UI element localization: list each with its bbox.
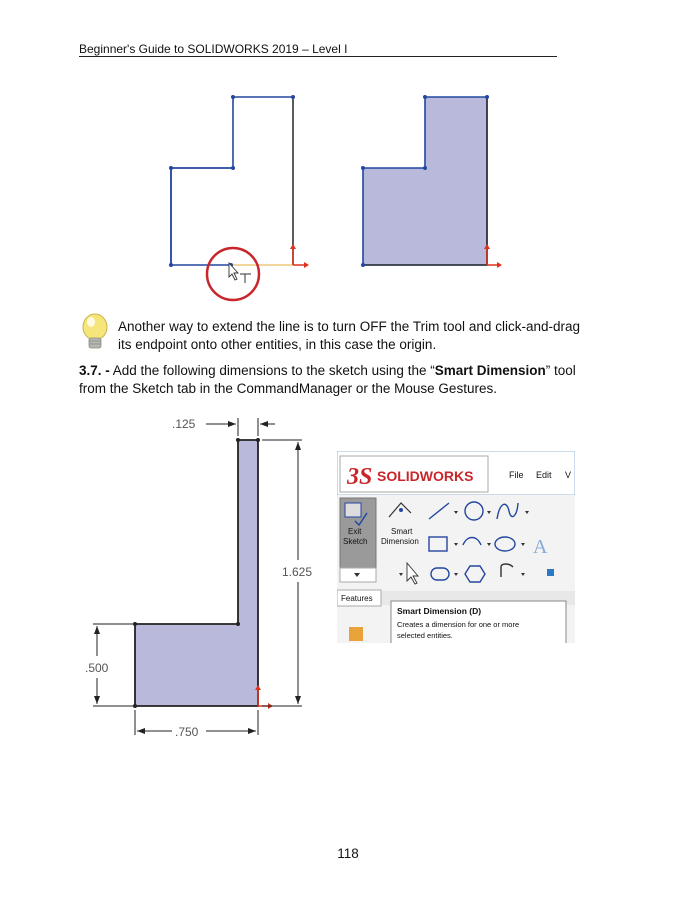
dimensioned-sketch [85,417,312,739]
menu-view: V [565,470,572,480]
svg-text:selected entities.: selected entities. [397,631,453,640]
svg-text:Sketch: Sketch [343,537,368,546]
trim-highlight-circle [207,248,259,300]
svg-text:Creates a dimension for one or: Creates a dimension for one or more [397,620,520,629]
step-highlight: Smart Dimension [434,363,546,378]
tip-paragraph: Another way to extend the line is to turn OFF the Trim tool and click-and-drag its endpoint onto other entities, in this case the origin. [118,319,580,352]
svg-text:Smart: Smart [391,527,413,536]
step-number: 3.7. - [79,363,110,378]
exit-sketch-icon [345,503,361,517]
menu-edit: Edit [536,470,552,480]
lightbulb-icon [83,314,107,348]
dim-left-height: .500 [85,661,109,675]
svg-text:Smart Dimension (D): Smart Dimension (D) [397,606,482,616]
page-number: 118 [337,846,359,861]
svg-text:Exit: Exit [348,527,362,536]
point-icon [547,569,554,576]
sketch-left-profile [169,95,309,268]
running-header: Beginner's Guide to SOLIDWORKS 2019 – Level I [79,42,348,56]
step-paragraph [79,362,579,398]
menu-file: File [509,470,524,480]
part-icon [349,627,363,641]
tab-features: Features [341,594,373,603]
solidworks-logo: SOLIDWORKS [377,468,474,484]
solidworks-ui-screenshot [337,451,575,643]
dim-bottom-width: .750 [175,725,199,739]
text-tool-icon: A [533,536,548,558]
svg-text:Dimension: Dimension [381,537,419,546]
ds-logo-icon: 3S [347,464,373,490]
sketch-right-filled [361,95,502,268]
dim-height: 1.625 [282,565,313,579]
dim-top-width: .125 [172,417,196,431]
step-text-before: Add the following dimensions to the sketch using the “ [109,363,435,378]
step-text-after: ” tool from the Sketch tab in the CommandManager or the Mouse Gestures. [79,363,576,396]
